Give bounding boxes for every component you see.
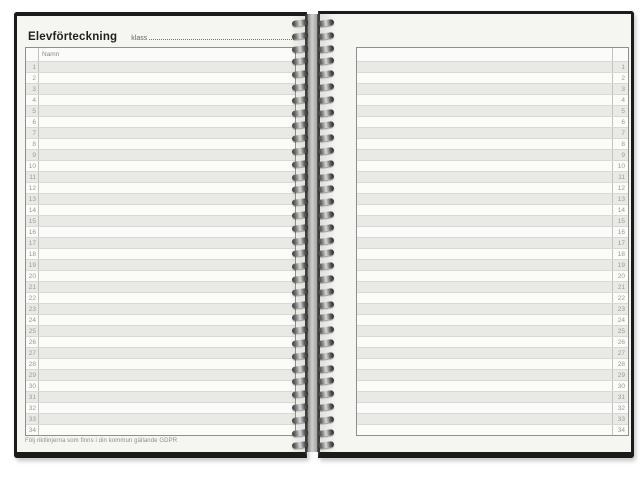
name-cell xyxy=(39,392,295,402)
name-cell xyxy=(357,359,612,369)
row-number-cell: 12 xyxy=(612,183,628,193)
table-row xyxy=(26,325,295,336)
right-roster-table xyxy=(356,47,629,436)
row-number-cell: 11 xyxy=(26,172,39,182)
name-cell xyxy=(39,348,295,358)
name-cell xyxy=(39,172,295,182)
name-cell xyxy=(39,205,295,215)
name-cell xyxy=(39,183,295,193)
name-cell xyxy=(39,84,295,94)
row-number-cell: 27 xyxy=(612,348,628,358)
name-cell xyxy=(357,139,612,149)
name-cell xyxy=(357,227,612,237)
row-number-cell: 31 xyxy=(612,392,628,402)
name-cell xyxy=(357,392,612,402)
table-header-row xyxy=(357,48,628,61)
row-number-cell: 7 xyxy=(26,128,39,138)
name-cell xyxy=(39,216,295,226)
name-cell xyxy=(39,282,295,292)
name-cell xyxy=(39,139,295,149)
row-number-cell: 20 xyxy=(26,271,39,281)
table-row xyxy=(357,424,628,435)
name-cell xyxy=(39,161,295,171)
row-number-cell: 5 xyxy=(612,106,628,116)
table-row xyxy=(357,336,628,347)
table-header-row xyxy=(26,48,295,61)
left-rows-container xyxy=(26,61,295,435)
table-row xyxy=(26,149,295,160)
table-row xyxy=(26,105,295,116)
name-cell xyxy=(39,337,295,347)
name-cell xyxy=(39,227,295,237)
name-cell xyxy=(357,337,612,347)
table-row xyxy=(26,171,295,182)
table-row xyxy=(357,116,628,127)
row-number-cell: 33 xyxy=(26,414,39,424)
name-cell xyxy=(357,326,612,336)
table-row xyxy=(357,402,628,413)
class-field-label: klass xyxy=(131,35,148,42)
name-cell xyxy=(39,359,295,369)
row-number-cell: 15 xyxy=(612,216,628,226)
row-number-cell: 2 xyxy=(26,73,39,83)
table-row xyxy=(357,138,628,149)
table-row xyxy=(357,325,628,336)
table-row xyxy=(357,182,628,193)
row-number-cell: 9 xyxy=(612,150,628,160)
name-cell xyxy=(357,95,612,105)
table-row xyxy=(26,204,295,215)
table-row xyxy=(357,248,628,259)
table-row xyxy=(26,138,295,149)
name-cell xyxy=(357,150,612,160)
name-cell xyxy=(357,106,612,116)
name-cell xyxy=(357,260,612,270)
class-fill-in-line xyxy=(149,39,294,40)
row-number-cell: 10 xyxy=(612,161,628,171)
gdpr-footnote: Följ riktlinjerna som finns i din kommun gällande GDPR xyxy=(25,438,178,444)
row-number-cell: 6 xyxy=(612,117,628,127)
name-cell xyxy=(39,238,295,248)
row-number-cell: 18 xyxy=(612,249,628,259)
row-number-cell: 4 xyxy=(612,95,628,105)
name-cell xyxy=(39,381,295,391)
name-cell xyxy=(39,304,295,314)
table-row xyxy=(357,127,628,138)
name-cell xyxy=(39,315,295,325)
number-column-header-cell xyxy=(26,48,39,61)
table-row xyxy=(357,292,628,303)
table-row xyxy=(357,193,628,204)
name-column-header: Namn xyxy=(42,51,60,58)
row-number-cell: 7 xyxy=(612,128,628,138)
table-row xyxy=(26,292,295,303)
row-number-cell: 4 xyxy=(26,95,39,105)
name-cell xyxy=(357,84,612,94)
left-roster-table xyxy=(25,47,296,436)
table-row xyxy=(357,413,628,424)
row-number-cell: 1 xyxy=(612,62,628,72)
name-cell xyxy=(357,238,612,248)
table-row xyxy=(26,248,295,259)
table-row xyxy=(357,226,628,237)
name-cell xyxy=(39,370,295,380)
row-number-cell: 23 xyxy=(26,304,39,314)
row-number-cell: 9 xyxy=(26,150,39,160)
name-cell xyxy=(357,128,612,138)
name-cell xyxy=(357,425,612,435)
table-row xyxy=(357,380,628,391)
row-number-cell: 15 xyxy=(26,216,39,226)
name-cell xyxy=(39,95,295,105)
table-row xyxy=(26,83,295,94)
name-column-header-cell xyxy=(357,48,612,61)
name-cell xyxy=(357,73,612,83)
name-cell xyxy=(39,293,295,303)
table-row xyxy=(357,303,628,314)
name-cell xyxy=(39,414,295,424)
table-row xyxy=(26,182,295,193)
table-row xyxy=(357,237,628,248)
table-row xyxy=(26,358,295,369)
row-number-cell: 32 xyxy=(26,403,39,413)
table-row xyxy=(357,281,628,292)
left-page xyxy=(14,12,307,458)
table-row xyxy=(26,369,295,380)
table-row xyxy=(357,160,628,171)
table-row xyxy=(26,380,295,391)
table-row xyxy=(357,204,628,215)
row-number-cell: 8 xyxy=(612,139,628,149)
table-row xyxy=(357,105,628,116)
number-column-header-cell xyxy=(612,48,628,61)
row-number-cell: 19 xyxy=(612,260,628,270)
table-row xyxy=(26,336,295,347)
table-row xyxy=(357,259,628,270)
name-cell xyxy=(39,73,295,83)
table-row xyxy=(26,226,295,237)
row-number-cell: 28 xyxy=(612,359,628,369)
name-cell xyxy=(39,194,295,204)
name-cell xyxy=(39,117,295,127)
table-row xyxy=(26,303,295,314)
name-cell xyxy=(357,205,612,215)
name-cell xyxy=(39,260,295,270)
row-number-cell: 1 xyxy=(26,62,39,72)
name-cell xyxy=(357,183,612,193)
name-cell xyxy=(39,62,295,72)
row-number-cell: 5 xyxy=(26,106,39,116)
right-page xyxy=(318,11,634,458)
table-row xyxy=(26,72,295,83)
table-row xyxy=(357,314,628,325)
name-cell xyxy=(357,271,612,281)
table-row xyxy=(357,358,628,369)
table-row xyxy=(357,347,628,358)
table-row xyxy=(26,237,295,248)
table-row xyxy=(26,347,295,358)
row-number-cell: 28 xyxy=(26,359,39,369)
name-cell xyxy=(357,304,612,314)
row-number-cell: 13 xyxy=(612,194,628,204)
row-number-cell: 30 xyxy=(26,381,39,391)
row-number-cell: 29 xyxy=(612,370,628,380)
name-cell xyxy=(357,161,612,171)
table-row xyxy=(26,314,295,325)
table-row xyxy=(26,61,295,72)
name-cell xyxy=(357,62,612,72)
row-number-cell: 25 xyxy=(612,326,628,336)
row-number-cell: 14 xyxy=(26,205,39,215)
table-row xyxy=(26,160,295,171)
row-number-cell: 11 xyxy=(612,172,628,182)
table-row xyxy=(26,391,295,402)
table-row xyxy=(26,281,295,292)
row-number-cell: 26 xyxy=(612,337,628,347)
table-row xyxy=(26,402,295,413)
row-number-cell: 16 xyxy=(26,227,39,237)
table-row xyxy=(357,215,628,226)
name-cell xyxy=(39,425,295,435)
row-number-cell: 21 xyxy=(612,282,628,292)
table-row xyxy=(357,94,628,105)
name-cell xyxy=(39,403,295,413)
row-number-cell: 23 xyxy=(612,304,628,314)
row-number-cell: 24 xyxy=(612,315,628,325)
row-number-cell: 18 xyxy=(26,249,39,259)
row-number-cell: 12 xyxy=(26,183,39,193)
table-row xyxy=(26,215,295,226)
row-number-cell: 10 xyxy=(26,161,39,171)
table-row xyxy=(357,61,628,72)
name-cell xyxy=(357,403,612,413)
name-cell xyxy=(357,293,612,303)
row-number-cell: 30 xyxy=(612,381,628,391)
table-row xyxy=(26,94,295,105)
row-number-cell: 3 xyxy=(612,84,628,94)
row-number-cell: 31 xyxy=(26,392,39,402)
table-row xyxy=(357,72,628,83)
name-cell xyxy=(357,348,612,358)
name-cell xyxy=(357,315,612,325)
row-number-cell: 2 xyxy=(612,73,628,83)
name-cell xyxy=(357,282,612,292)
row-number-cell: 19 xyxy=(26,260,39,270)
row-number-cell: 14 xyxy=(612,205,628,215)
row-number-cell: 26 xyxy=(26,337,39,347)
table-row xyxy=(357,149,628,160)
row-number-cell: 21 xyxy=(26,282,39,292)
name-cell xyxy=(357,194,612,204)
right-rows-container xyxy=(357,61,628,435)
name-cell xyxy=(357,249,612,259)
row-number-cell: 29 xyxy=(26,370,39,380)
name-cell xyxy=(39,326,295,336)
table-row xyxy=(26,193,295,204)
row-number-cell: 17 xyxy=(26,238,39,248)
row-number-cell: 24 xyxy=(26,315,39,325)
row-number-cell: 8 xyxy=(26,139,39,149)
table-row xyxy=(26,424,295,435)
name-cell xyxy=(39,128,295,138)
name-cell xyxy=(357,414,612,424)
row-number-cell: 13 xyxy=(26,194,39,204)
row-number-cell: 27 xyxy=(26,348,39,358)
row-number-cell: 17 xyxy=(612,238,628,248)
row-number-cell: 22 xyxy=(26,293,39,303)
name-cell xyxy=(357,216,612,226)
name-cell xyxy=(39,106,295,116)
row-number-cell: 3 xyxy=(26,84,39,94)
table-row xyxy=(26,270,295,281)
table-row xyxy=(26,259,295,270)
left-page-header xyxy=(28,31,294,43)
row-number-cell: 20 xyxy=(612,271,628,281)
name-cell xyxy=(357,381,612,391)
row-number-cell: 32 xyxy=(612,403,628,413)
row-number-cell: 6 xyxy=(26,117,39,127)
name-cell xyxy=(357,117,612,127)
table-row xyxy=(357,391,628,402)
table-row xyxy=(357,270,628,281)
row-number-cell: 33 xyxy=(612,414,628,424)
table-row xyxy=(357,171,628,182)
row-number-cell: 22 xyxy=(612,293,628,303)
table-row xyxy=(357,83,628,94)
table-row xyxy=(26,127,295,138)
row-number-cell: 34 xyxy=(612,425,628,435)
page-title: Elevförteckning xyxy=(28,31,118,43)
name-cell xyxy=(39,249,295,259)
table-row xyxy=(26,413,295,424)
row-number-cell: 25 xyxy=(26,326,39,336)
table-row xyxy=(357,369,628,380)
name-cell xyxy=(39,271,295,281)
name-cell xyxy=(357,172,612,182)
spiral-spine xyxy=(307,14,318,452)
name-cell xyxy=(357,370,612,380)
name-cell xyxy=(39,150,295,160)
row-number-cell: 16 xyxy=(612,227,628,237)
row-number-cell: 34 xyxy=(26,425,39,435)
table-row xyxy=(26,116,295,127)
